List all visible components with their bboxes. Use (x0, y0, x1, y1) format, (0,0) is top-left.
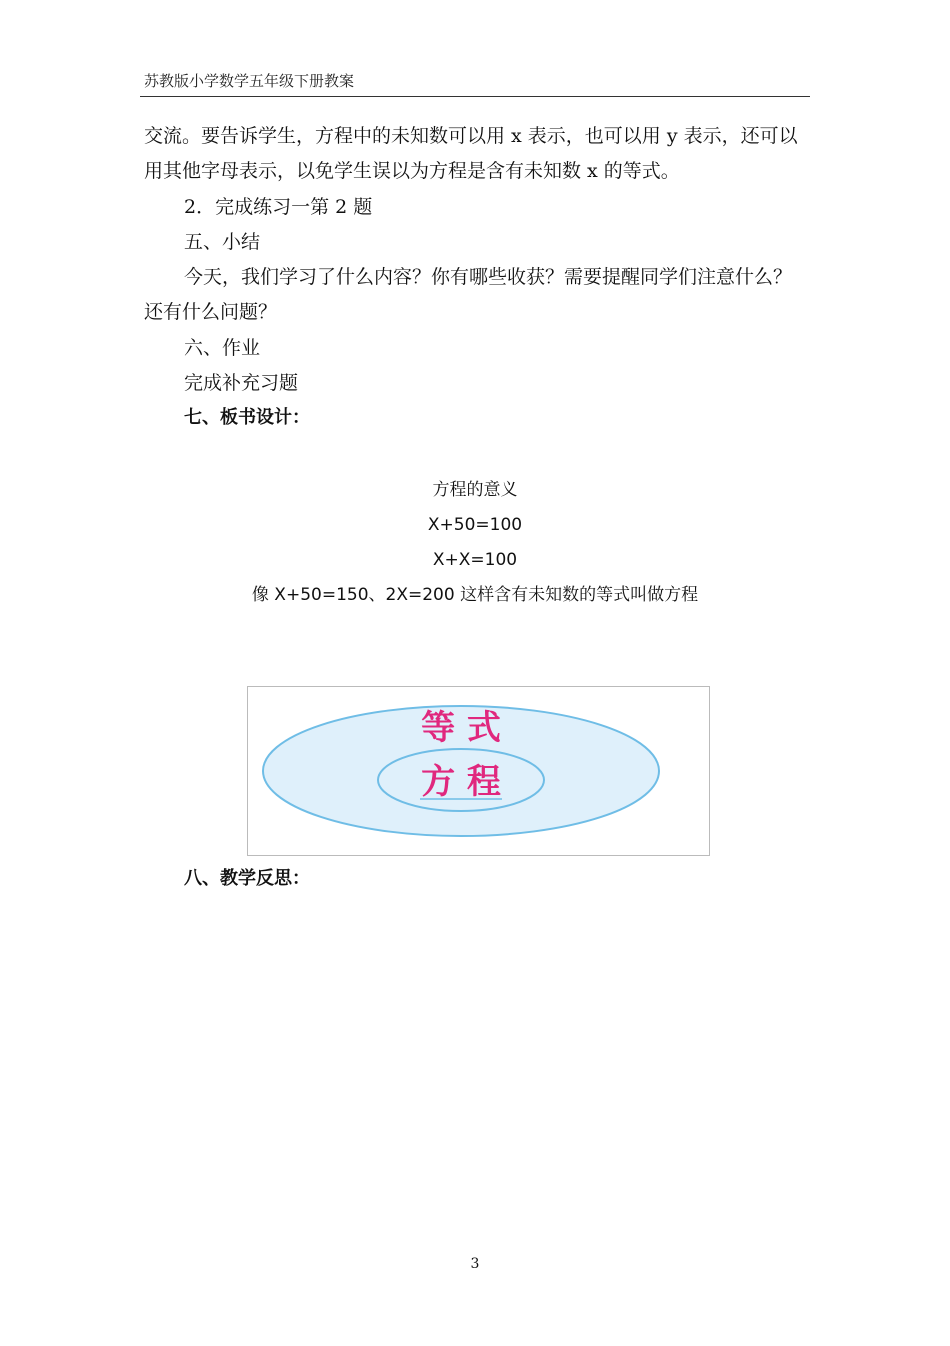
homework-text: 完成补充习题 (184, 372, 299, 394)
board-title: 方程的意义 (432, 480, 518, 500)
section-summary-heading: 五、小结 (184, 231, 261, 253)
section-reflection-heading: 八、教学反思： (184, 868, 310, 889)
venn-svg (248, 687, 709, 855)
paragraph-line-2: 用其他字母表示，以免学生误以为方程是含有未知数 x 的等式。 (144, 160, 680, 182)
board-equation-2: X+X=100 (432, 550, 518, 570)
section-board-heading: 七、板书设计： (184, 407, 310, 428)
section-homework-heading: 六、作业 (184, 337, 261, 359)
header-rule (140, 96, 810, 97)
page-header: 苏教版小学数学五年级下册教案 (144, 72, 355, 90)
board-equation-1: X+50=100 (427, 515, 523, 535)
page-number: 3 (470, 1256, 480, 1272)
equation-label: 方 程 (421, 762, 501, 802)
summary-line-2: 还有什么问题？ (144, 301, 278, 323)
equality-label: 等 式 (421, 708, 501, 748)
equation-venn-diagram (247, 686, 710, 856)
board-definition: 像 X+50=150、2X=200 这样含有未知数的等式叫做方程 (251, 585, 699, 605)
summary-line-1: 今天，我们学习了什么内容？你有哪些收获？需要提醒同学们注意什么？ (184, 266, 793, 288)
practice-item-2: 2．完成练习一第 2 题 (184, 196, 373, 218)
paragraph-line-1: 交流。要告诉学生，方程中的未知数可以用 x 表示，也可以用 y 表示，还可以 (144, 125, 798, 147)
